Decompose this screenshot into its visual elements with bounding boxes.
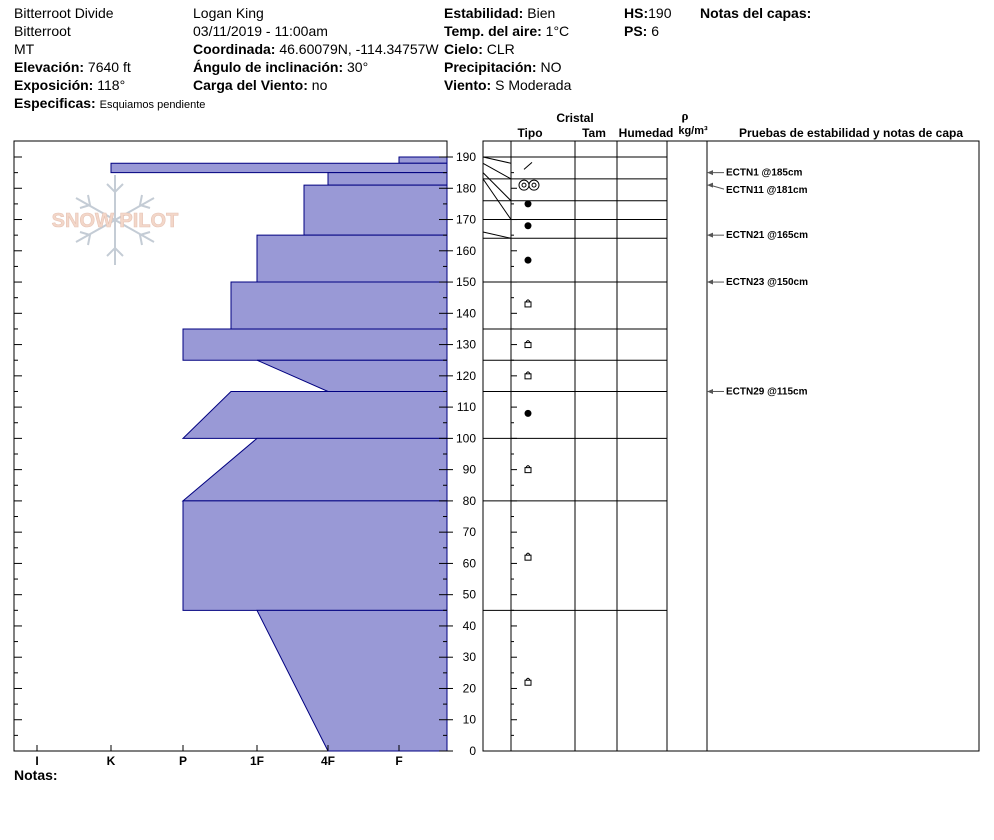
hardness-tick-label: 4F [320, 754, 336, 768]
ps: PS: 6 [624, 23, 660, 39]
hardness-layer [257, 360, 447, 391]
crystal-rounded-icon [525, 222, 532, 229]
depth-tick-label: 110 [456, 400, 476, 415]
stability-test-label: ECTN23 @150cm [726, 277, 809, 289]
crystal-faceted-icon [525, 302, 531, 307]
depth-tick-label: 170 [455, 212, 476, 227]
coordinates: Coordinada: 46.60079N, -114.34757W [193, 41, 439, 57]
depth-tick-label: 150 [455, 275, 476, 290]
precip: Precipitación: NO [444, 59, 562, 75]
hardness-layer [257, 610, 447, 751]
stability-test-label: ECTN1 @185cm [726, 167, 803, 179]
crystal-rounded-icon [525, 200, 532, 207]
hardness-tick-label: K [106, 754, 116, 768]
crystal-decomposing-icon [524, 162, 532, 169]
sky: Cielo: CLR [444, 41, 515, 57]
state: MT [14, 41, 35, 57]
stability-test-label: ECTN11 @181cm [726, 185, 808, 197]
depth-tick-label: 120 [455, 368, 476, 383]
hardness-profile [111, 157, 447, 751]
hardness-tick-label: 1F [249, 754, 265, 768]
layer-notes-label: Notas del capas: [700, 5, 812, 21]
stability: Estabilidad: Bien [444, 5, 556, 21]
location: Bitterroot Divide [14, 5, 114, 21]
depth-tick-label: 160 [455, 243, 476, 258]
stability-test-label: ECTN29 @115cm [726, 386, 808, 398]
depth-tick-label: 10 [462, 712, 476, 727]
crystal-cluster-right-inner-icon [532, 183, 536, 187]
depth-tick-label: 30 [462, 650, 476, 665]
depth-tick-label: 80 [462, 493, 476, 508]
watermark-text: SNOW PILOT [51, 210, 179, 232]
header-moisture: Humedad [618, 126, 674, 140]
crystal-faceted-icon [525, 343, 531, 348]
header-density-unit: kg/m³ [678, 125, 708, 137]
elevation: Elevación: 7640 ft [14, 59, 131, 75]
layer-connector [483, 232, 511, 238]
depth-tick-label: 140 [455, 306, 476, 321]
hardness-tick-label: I [35, 754, 39, 768]
crystal-cluster-left-icon [519, 180, 529, 190]
depth-tick-label: 0 [469, 744, 476, 758]
crystal-rounded-icon [525, 257, 532, 264]
hardness-layer [183, 329, 447, 360]
depth-tick-label: 190 [455, 150, 476, 164]
hardness-layer [231, 282, 447, 329]
header-crystal: Cristal [556, 111, 594, 125]
header-tests: Pruebas de estabilidad y notas de capa [738, 126, 964, 140]
depth-tick-label: 90 [462, 462, 476, 477]
crystal-faceted-icon [525, 374, 531, 379]
hardness-layer [328, 173, 447, 186]
test-arrow-icon [707, 233, 713, 238]
header-size: Tam [582, 126, 606, 140]
hardness-layer [183, 438, 447, 501]
notes-label: Notas: [14, 767, 58, 783]
air-temp: Temp. del aire: 1°C [444, 23, 570, 39]
depth-tick-label: 20 [462, 681, 476, 696]
hardness-layer [399, 157, 447, 163]
snowpilot-logo [52, 175, 179, 265]
depth-tick-label: 70 [462, 525, 476, 540]
wind: Viento: S Moderada [444, 77, 572, 93]
stability-tests [707, 168, 808, 398]
datetime: 03/11/2019 - 11:00am [193, 23, 328, 39]
crystal-symbols [519, 162, 539, 685]
crystal-faceted-icon [525, 680, 531, 685]
header-rho: ρ [681, 108, 689, 123]
crystal-cluster-left-inner-icon [522, 183, 526, 187]
wind-load: Carga del Viento: no [193, 77, 328, 93]
test-arrow-icon [707, 170, 713, 175]
range: Bitterroot [14, 23, 71, 39]
depth-tick-label: 60 [462, 556, 476, 571]
depth-tick-label: 40 [462, 618, 476, 633]
depth-tick-label: 180 [455, 181, 476, 196]
hardness-layer [257, 235, 447, 282]
test-arrow-icon [707, 389, 713, 394]
layer-connector [483, 157, 511, 163]
specifics: Especificas: Esquiamos pendiente [14, 95, 206, 111]
table-column-lines [511, 141, 707, 751]
stability-test-label: ECTN21 @165cm [726, 230, 809, 242]
incline: Ángulo de inclinación: 30° [193, 59, 369, 75]
crystal-cluster-right-icon [529, 180, 539, 190]
crystal-rounded-icon [525, 410, 532, 417]
hardness-layer [183, 501, 447, 610]
depth-tick-label: 100 [455, 431, 476, 446]
aspect: Exposición: 118° [14, 77, 126, 93]
crystal-faceted-icon [525, 555, 531, 560]
hardness-tick-label: P [178, 754, 188, 768]
observer: Logan King [193, 5, 264, 21]
header-type: Tipo [517, 126, 543, 140]
depth-tick-label: 50 [462, 587, 476, 602]
hardness-layer [304, 185, 447, 235]
depth-axis [447, 150, 476, 758]
test-arrow-icon [707, 280, 713, 285]
hs: HS:190 [624, 5, 672, 21]
depth-tick-label: 130 [455, 337, 476, 352]
crystal-faceted-icon [525, 468, 531, 473]
hardness-layer [111, 163, 447, 172]
test-arrow-icon [707, 183, 713, 188]
hardness-tick-label: F [395, 754, 403, 768]
layer-connector [483, 179, 511, 220]
hardness-layer [183, 391, 447, 438]
